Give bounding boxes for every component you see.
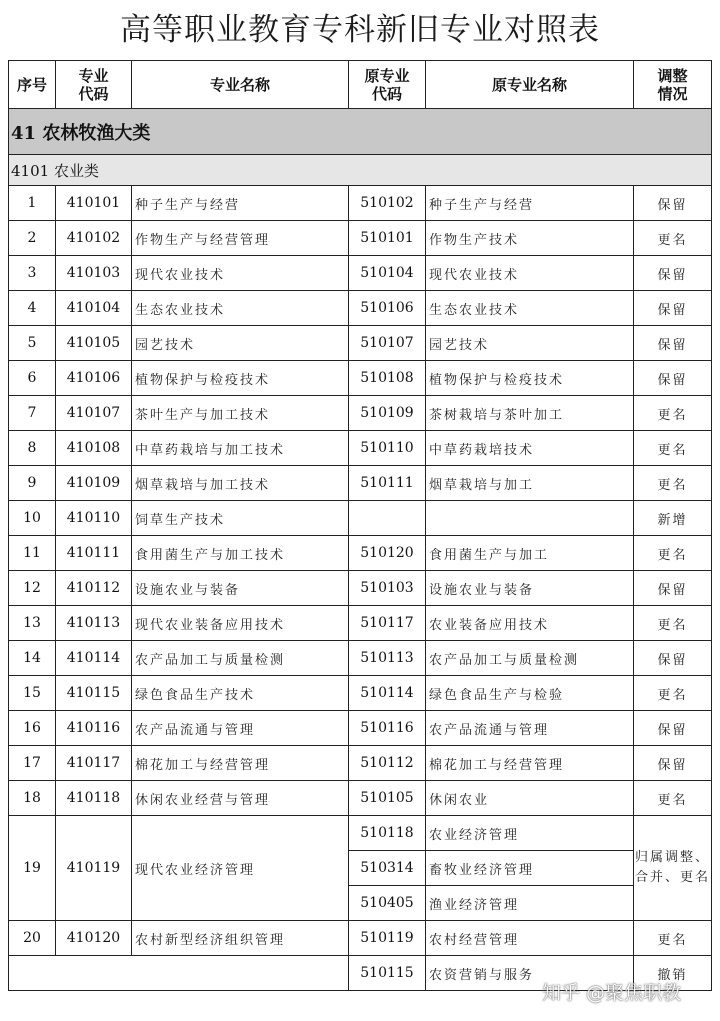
table-row — [9, 466, 712, 501]
row-name: 烟草栽培与加工技术 — [132, 466, 349, 501]
row-seq: 4 — [9, 291, 56, 326]
row-name: 中草药栽培与加工技术 — [132, 431, 349, 466]
row-name: 现代农业技术 — [132, 256, 349, 291]
row-name: 茶叶生产与加工技术 — [132, 396, 349, 431]
table-row — [9, 186, 712, 221]
row-old-name: 农业装备应用技术 — [426, 606, 634, 641]
row-old-name: 农产品流通与管理 — [426, 711, 634, 746]
row-code: 410117 — [56, 746, 132, 781]
row-seq: 18 — [9, 781, 56, 816]
watermark: 知乎 @聚焦职教 — [542, 982, 682, 1004]
row-code: 410116 — [56, 711, 132, 746]
row-name: 农产品流通与管理 — [132, 711, 349, 746]
row-old-code — [349, 501, 426, 536]
row-seq: 17 — [9, 746, 56, 781]
row-old-name: 畜牧业经济管理 — [426, 851, 634, 886]
header-adjust-line1: 调整 — [657, 66, 688, 85]
row-old-name: 作物生产技术 — [426, 221, 634, 256]
header-name: 专业名称 — [132, 61, 349, 109]
row-name: 农产品加工与质量检测 — [132, 641, 349, 676]
row-adjust: 保留 — [634, 711, 712, 746]
header-adjust — [634, 61, 712, 109]
row-code: 410115 — [56, 676, 132, 711]
row-name: 作物生产与经营管理 — [132, 221, 349, 256]
row-seq: 2 — [9, 221, 56, 256]
row-adjust: 更名 — [634, 536, 712, 571]
row-old-code: 510103 — [349, 571, 426, 606]
table-row — [9, 431, 712, 466]
row-old-name — [426, 501, 634, 536]
row-code: 410107 — [56, 396, 132, 431]
row-old-code: 510111 — [349, 466, 426, 501]
row-seq: 13 — [9, 606, 56, 641]
row-adjust: 更名 — [634, 221, 712, 256]
header-adjust-line2: 情况 — [657, 84, 688, 103]
table-row — [9, 501, 712, 536]
row-seq: 10 — [9, 501, 56, 536]
row-old-name: 农资营销与服务 — [426, 956, 634, 991]
row-old-code: 510112 — [349, 746, 426, 781]
header-code-line1: 专业 — [78, 66, 109, 85]
row-adjust: 更名 — [634, 781, 712, 816]
table-row — [9, 536, 712, 571]
row-code: 410105 — [56, 326, 132, 361]
table-row — [9, 606, 712, 641]
row-name: 生态农业技术 — [132, 291, 349, 326]
row-old-code: 510118 — [349, 816, 426, 851]
row-code: 410103 — [56, 256, 132, 291]
row-adjust: 保留 — [634, 641, 712, 676]
row-code: 410109 — [56, 466, 132, 501]
row-name: 设施农业与装备 — [132, 571, 349, 606]
row-code: 410106 — [56, 361, 132, 396]
row-adjust: 更名 — [634, 921, 712, 956]
row-old-code: 510109 — [349, 396, 426, 431]
row-code: 410110 — [56, 501, 132, 536]
row-old-code: 510102 — [349, 186, 426, 221]
row-name: 园艺技术 — [132, 326, 349, 361]
header-old-name: 原专业名称 — [426, 61, 634, 109]
row-adjust: 更名 — [634, 606, 712, 641]
row-code: 410111 — [56, 536, 132, 571]
row-seq: 3 — [9, 256, 56, 291]
row-name: 种子生产与经营 — [132, 186, 349, 221]
row-seq: 8 — [9, 431, 56, 466]
row-seq: 14 — [9, 641, 56, 676]
row-old-code: 510113 — [349, 641, 426, 676]
table-row — [9, 746, 712, 781]
row-old-code: 510115 — [349, 956, 426, 991]
row-code: 410101 — [56, 186, 132, 221]
row-old-name: 食用菌生产与加工 — [426, 536, 634, 571]
row-old-name: 农产品加工与质量检测 — [426, 641, 634, 676]
row-old-code: 510119 — [349, 921, 426, 956]
header-seq: 序号 — [9, 61, 56, 109]
row-name: 农村新型经济组织管理 — [132, 921, 349, 956]
header-old-code-line2: 代码 — [371, 84, 402, 103]
row-old-name: 中草药栽培技术 — [426, 431, 634, 466]
category-label: 41 农林牧渔大类 — [9, 109, 712, 155]
row-seq: 1 — [9, 186, 56, 221]
table-row — [9, 816, 712, 851]
row-old-code: 510405 — [349, 886, 426, 921]
row-old-name: 生态农业技术 — [426, 291, 634, 326]
row-name: 植物保护与检疫技术 — [132, 361, 349, 396]
header-code-line2: 代码 — [78, 84, 109, 103]
row-adjust: 保留 — [634, 291, 712, 326]
row-adjust: 更名 — [634, 676, 712, 711]
header-old-code — [349, 61, 426, 109]
row-old-name: 茶树栽培与茶叶加工 — [426, 396, 634, 431]
table-row — [9, 221, 712, 256]
row-seq: 19 — [9, 816, 56, 921]
row-old-name: 绿色食品生产与检验 — [426, 676, 634, 711]
row-old-code: 510107 — [349, 326, 426, 361]
row-seq: 7 — [9, 396, 56, 431]
table-row — [9, 326, 712, 361]
row-old-code: 510106 — [349, 291, 426, 326]
comparison-table — [8, 60, 712, 991]
row-old-name: 农村经营管理 — [426, 921, 634, 956]
row-old-code: 510105 — [349, 781, 426, 816]
header-code — [56, 61, 132, 109]
table-row — [9, 781, 712, 816]
table-row — [9, 921, 712, 956]
row-old-name: 农业经济管理 — [426, 816, 634, 851]
row-adjust: 撤销 — [634, 956, 712, 991]
row-old-name: 设施农业与装备 — [426, 571, 634, 606]
row-old-name: 植物保护与检疫技术 — [426, 361, 634, 396]
row-code: 410114 — [56, 641, 132, 676]
table-row — [9, 571, 712, 606]
row-adjust: 保留 — [634, 361, 712, 396]
row-name: 现代农业经济管理 — [132, 816, 349, 921]
row-old-name: 休闲农业 — [426, 781, 634, 816]
row-seq: 6 — [9, 361, 56, 396]
table-row — [9, 256, 712, 291]
table-row — [9, 641, 712, 676]
row-code: 410108 — [56, 431, 132, 466]
row-adjust: 更名 — [634, 466, 712, 501]
row-seq: 5 — [9, 326, 56, 361]
row-adjust: 保留 — [634, 186, 712, 221]
row-old-code: 510108 — [349, 361, 426, 396]
row-old-code: 510116 — [349, 711, 426, 746]
table-row — [9, 396, 712, 431]
row-code: 410102 — [56, 221, 132, 256]
row-adjust: 新增 — [634, 501, 712, 536]
row-old-code: 510101 — [349, 221, 426, 256]
row-old-name: 烟草栽培与加工 — [426, 466, 634, 501]
row-seq: 15 — [9, 676, 56, 711]
subcategory-row — [9, 155, 712, 186]
row-name: 现代农业装备应用技术 — [132, 606, 349, 641]
row-adjust: 保留 — [634, 256, 712, 291]
header-old-code-line1: 原专业 — [364, 66, 410, 85]
row-code: 410104 — [56, 291, 132, 326]
row-old-name: 园艺技术 — [426, 326, 634, 361]
table-row — [9, 676, 712, 711]
row-old-code: 510104 — [349, 256, 426, 291]
row-adjust: 更名 — [634, 396, 712, 431]
row-name: 绿色食品生产技术 — [132, 676, 349, 711]
row-old-code: 510120 — [349, 536, 426, 571]
header-row — [9, 61, 712, 109]
subcategory-label: 4101 农业类 — [9, 155, 712, 186]
row-adjust: 更名 — [634, 431, 712, 466]
row-name: 棉花加工与经营管理 — [132, 746, 349, 781]
row-code: 410119 — [56, 816, 132, 921]
row-code: 410118 — [56, 781, 132, 816]
row-old-name: 现代农业技术 — [426, 256, 634, 291]
row-adjust — [634, 816, 712, 921]
row-old-name: 棉花加工与经营管理 — [426, 746, 634, 781]
row-code: 410112 — [56, 571, 132, 606]
row-old-code: 510114 — [349, 676, 426, 711]
row-code: 410113 — [56, 606, 132, 641]
row-old-name: 渔业经济管理 — [426, 886, 634, 921]
row-seq: 11 — [9, 536, 56, 571]
row-seq: 16 — [9, 711, 56, 746]
row-old-code: 510110 — [349, 431, 426, 466]
page-title: 高等职业教育专科新旧专业对照表 — [120, 12, 600, 48]
row-old-code: 510314 — [349, 851, 426, 886]
row-adjust-line2: 合并、更名 — [634, 870, 710, 885]
row-old-name: 种子生产与经营 — [426, 186, 634, 221]
row-seq: 20 — [9, 921, 56, 956]
row-code: 410120 — [56, 921, 132, 956]
table-row — [9, 361, 712, 396]
row-seq: 9 — [9, 466, 56, 501]
row-empty-merged — [9, 956, 349, 991]
row-adjust: 保留 — [634, 746, 712, 781]
row-name: 休闲农业经营与管理 — [132, 781, 349, 816]
row-name: 饲草生产技术 — [132, 501, 349, 536]
row-adjust-line1: 归属调整、 — [634, 850, 710, 865]
row-seq: 12 — [9, 571, 56, 606]
table-row — [9, 711, 712, 746]
row-name: 食用菌生产与加工技术 — [132, 536, 349, 571]
row-adjust: 保留 — [634, 326, 712, 361]
row-adjust: 保留 — [634, 571, 712, 606]
row-old-code: 510117 — [349, 606, 426, 641]
table-row — [9, 291, 712, 326]
category-row — [9, 109, 712, 155]
